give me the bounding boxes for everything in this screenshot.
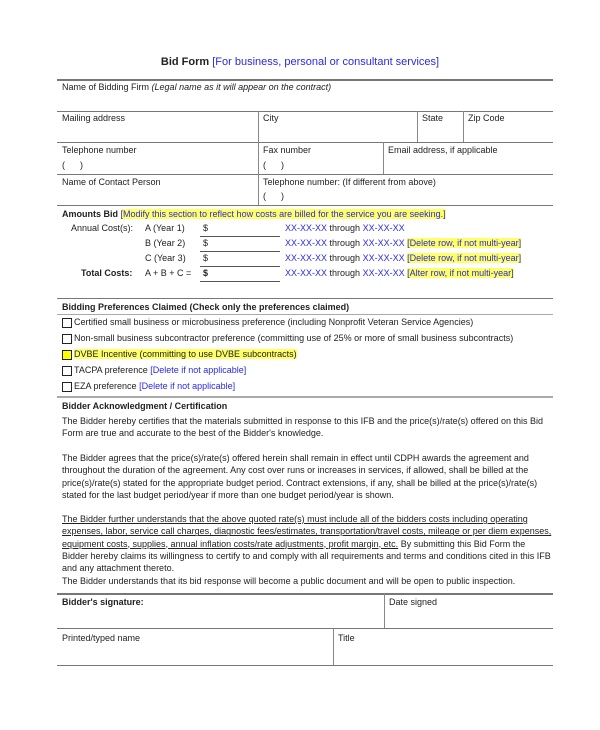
- telephone-field[interactable]: ( ): [62, 160, 83, 170]
- certification-heading: Bidder Acknowledgment / Certification: [62, 401, 228, 411]
- period-start[interactable]: XX-XX-XX: [285, 253, 328, 263]
- zip-field[interactable]: Zip Code: [468, 113, 505, 123]
- preference-item: [74, 349, 297, 359]
- title-field[interactable]: Title: [338, 633, 355, 643]
- period-start[interactable]: XX-XX-XX: [285, 223, 328, 233]
- cost-inclusion-text: The Bidder further understands that the above quoted rate(s) must include all of the bidders costs including operating expenses, labor, service call charges, diagnostic fees/estimates, transportation/travel costs, mileage or per diem expenses, equipment costs, supplies, annual inflation costs/rate adjustments, profit margin, etc.: [62, 514, 552, 549]
- firm-name-field[interactable]: [62, 82, 331, 92]
- cost-amount-input[interactable]: $: [203, 268, 209, 278]
- title-main: Bid Form: [160, 56, 210, 68]
- period-end[interactable]: XX-XX-XX: [362, 223, 405, 233]
- firm-label: Name of Bidding Firm: [62, 82, 150, 92]
- row-note: [Delete row, if not multi-year]: [407, 238, 522, 248]
- divider: [57, 593, 553, 595]
- cost-row-label: A (Year 1): [145, 223, 185, 233]
- telephone-label: Telephone number: [62, 145, 137, 155]
- email-field[interactable]: Email address, if applicable: [388, 145, 498, 155]
- through-text: through: [329, 268, 361, 278]
- divider: [258, 174, 259, 205]
- preference-label: TACPA preference: [74, 365, 148, 375]
- city-field[interactable]: City: [263, 113, 279, 123]
- signature-field[interactable]: Bidder's signature:: [62, 597, 144, 607]
- cost-period: [285, 238, 521, 248]
- preference-item: [74, 333, 513, 343]
- through-text: through: [329, 223, 361, 233]
- amount-underline: [200, 236, 280, 237]
- period-start[interactable]: XX-XX-XX: [285, 268, 328, 278]
- row-note: [Delete row, if not multi-year]: [407, 253, 522, 263]
- cost-row-label: A + B + C =: [145, 268, 192, 278]
- preference-checkbox[interactable]: [62, 350, 72, 360]
- divider: [463, 111, 464, 142]
- through-text: through: [329, 238, 361, 248]
- preference-item: [74, 365, 246, 375]
- through-text: through: [329, 253, 361, 263]
- cost-period: [285, 223, 405, 233]
- divider: [57, 111, 553, 112]
- firm-note: (Legal name as it will appear on the contract): [151, 82, 332, 92]
- divider: [57, 205, 553, 206]
- printed-name-field[interactable]: Printed/typed name: [62, 633, 141, 643]
- certification-paragraph-4: The Bidder understands that its bid response will become a public document and will be open to public inspection.: [62, 576, 516, 586]
- divider: [383, 142, 384, 174]
- divider: [57, 628, 553, 629]
- cost-amount-input[interactable]: $: [203, 223, 209, 233]
- period-end[interactable]: XX-XX-XX: [362, 253, 405, 263]
- certification-paragraph-1: The Bidder hereby certifies that the materials submitted in response to this IFB and the price(s)/rate(s) offered on this Bid Form are true and accurate to the best of the Bidder's knowledge.: [62, 416, 544, 439]
- divider: [57, 174, 553, 175]
- certification-paragraph-3: [62, 513, 552, 574]
- state-field[interactable]: State: [422, 113, 444, 123]
- preference-label: DVBE Incentive (committing to use DVBE subcontracts): [74, 349, 297, 359]
- preferences-heading: Bidding Preferences Claimed (Check only the preferences claimed): [62, 302, 350, 312]
- annual-costs-label: Annual Cost(s):: [71, 223, 134, 233]
- divider: [384, 593, 385, 628]
- preference-checkbox[interactable]: [62, 366, 72, 376]
- cost-amount-input[interactable]: $: [203, 238, 209, 248]
- preference-item: [74, 317, 473, 327]
- preference-item: [74, 381, 235, 391]
- amounts-note: [Modify this section to reflect how costs are billed for the service you are seeking.]: [120, 209, 446, 219]
- form-title: [0, 56, 600, 68]
- total-costs-label: Total Costs:: [81, 268, 133, 278]
- mailing-address-field[interactable]: Mailing address: [62, 113, 126, 123]
- amount-underline: [200, 281, 280, 282]
- divider: [57, 665, 553, 666]
- preference-note: [Delete if not applicable]: [139, 381, 236, 391]
- amounts-title: Amounts Bid: [62, 209, 118, 219]
- fax-label: Fax number: [263, 145, 312, 155]
- preference-note: [Delete if not applicable]: [150, 365, 247, 375]
- period-end[interactable]: XX-XX-XX: [362, 268, 405, 278]
- cost-row-label: B (Year 2): [145, 238, 186, 248]
- preference-label: Non-small business subcontractor preference (committing use of 25% or more of small business subcontracts): [74, 333, 514, 343]
- date-signed-field[interactable]: Date signed: [389, 597, 438, 607]
- divider: [57, 142, 553, 143]
- cost-period: [285, 253, 521, 263]
- divider: [57, 298, 553, 299]
- preference-checkbox[interactable]: [62, 318, 72, 328]
- certification-paragraph-2: The Bidder agrees that the price(s)/rate(s) offered herein shall remain in effect until CDPH awards the agreement and throughout the duration of the agreement. Any cost over runs or increases in services, if allowed, shall be billed at the price(s)/rate(s) stated for the appropriate budget period. Contract extensions, if any, shall be billed at the price(s)/rate(s) stated for the last budget period/year if more than one budget period/year is shown.: [62, 453, 538, 500]
- amounts-heading: [62, 209, 446, 219]
- contact-telephone-label: Telephone number: (If different from above): [263, 177, 436, 187]
- amount-underline: [200, 251, 280, 252]
- divider: [417, 111, 418, 142]
- cost-amount-input[interactable]: $: [203, 253, 209, 263]
- fax-field[interactable]: ( ): [263, 160, 284, 170]
- row-note: [Alter row, if not multi-year]: [407, 268, 514, 278]
- divider: [333, 628, 334, 665]
- period-end[interactable]: XX-XX-XX: [362, 238, 405, 248]
- contact-person-field[interactable]: Name of Contact Person: [62, 177, 161, 187]
- divider: [57, 396, 553, 398]
- preference-checkbox[interactable]: [62, 334, 72, 344]
- preference-checkbox[interactable]: [62, 382, 72, 392]
- cost-row-label: C (Year 3): [145, 253, 186, 263]
- compliance-text: By submitting this Bid Form the Bidder hereby claims its willingness to certify to and comply with all requirements and terms and conditions cited in this IFB and any attachment thereto.: [62, 538, 551, 574]
- divider: [258, 111, 259, 142]
- title-note: [For business, personal or consultant services]: [212, 56, 440, 68]
- divider: [258, 142, 259, 174]
- cost-period: [285, 268, 514, 278]
- divider: [57, 314, 553, 315]
- period-start[interactable]: XX-XX-XX: [285, 238, 328, 248]
- contact-telephone-field[interactable]: ( ): [263, 191, 284, 201]
- preference-label: Certified small business or microbusiness preference (including Nonprofit Veteran Service Agencies): [74, 317, 474, 327]
- preference-label: EZA preference: [74, 381, 137, 391]
- divider: [57, 79, 553, 81]
- amount-underline: [200, 266, 280, 267]
